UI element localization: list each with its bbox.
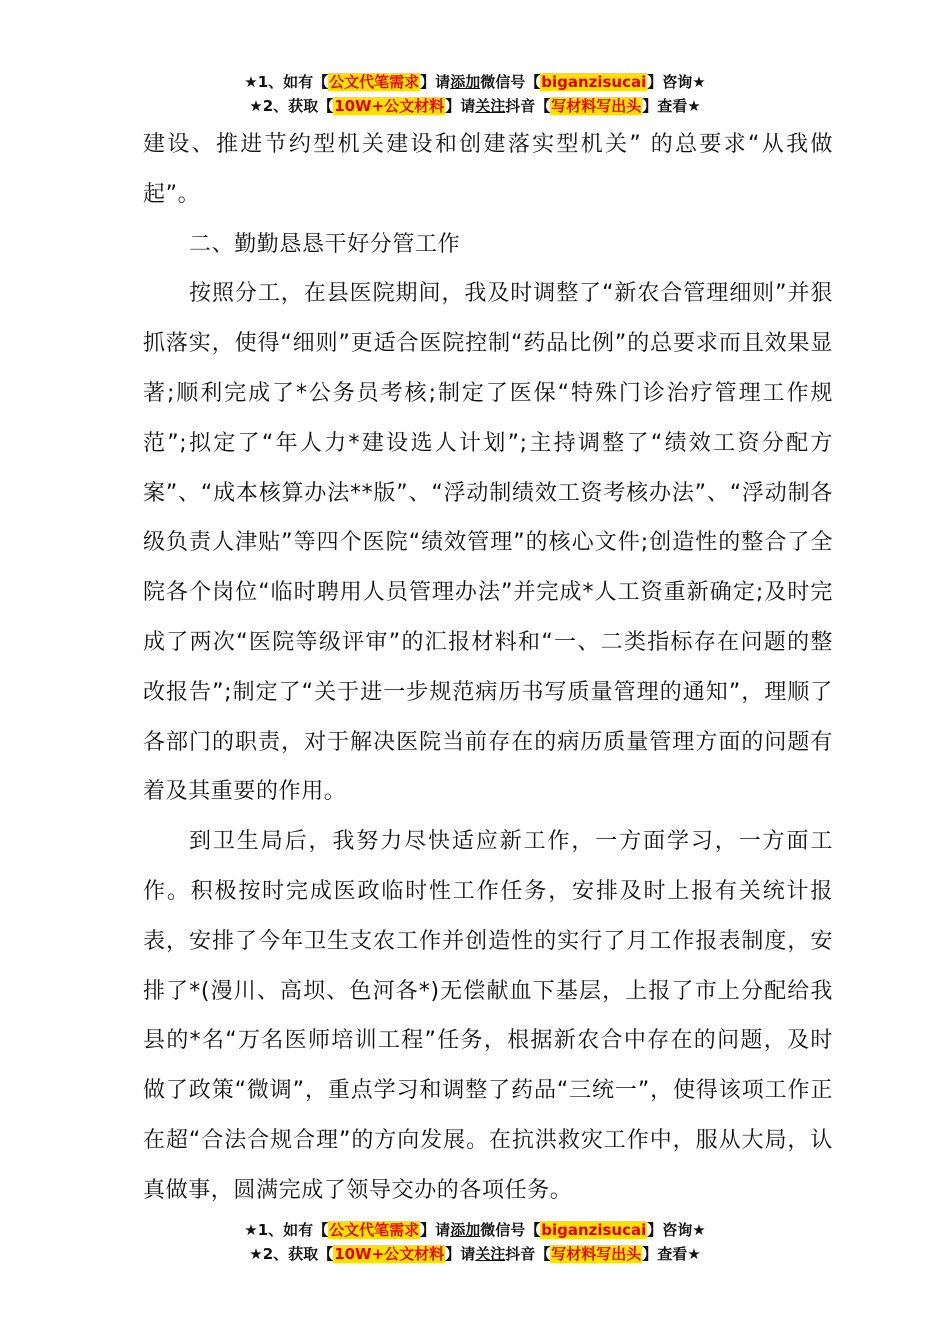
- highlight-service: 公文代笔需求: [329, 73, 420, 91]
- banner-text: ★2、获取【: [249, 97, 334, 115]
- document-body: [143, 120, 833, 1216]
- banner-text: 抖音【: [505, 1245, 551, 1263]
- banner-text: 】请: [420, 1221, 451, 1239]
- banner-text: 微信号【: [480, 73, 541, 91]
- highlight-wechat-id: biganzisucai: [541, 1221, 647, 1239]
- underlined-text: 关注: [475, 1245, 506, 1263]
- banner-line-1: [0, 70, 950, 94]
- underlined-text: 添加: [450, 1221, 481, 1239]
- paragraph-health-bureau: 到卫生局后，我努力尽快适应新工作，一方面学习，一方面工作。积极按时完成医政临时性工作任务，安排及时上报有关统计报表，安排了今年卫生支农工作并创造性的实行了月工作报表制度，安排了*(漫川、高坝、色河各*)无偿献血下基层，上报了市上分配给我县的*名“万名医师培训工程”任务，根据新农合中存在的问题，及时做了政策“微调”，重点学习和调整了药品“三统一”，使得该项工作正在超“合法合规合理”的方向发展。在抗洪救灾工作中，服从大局，认真做事，圆满完成了领导交办的各项任务。: [143, 829, 833, 1203]
- banner-line-1: [0, 1218, 950, 1242]
- banner-line-2: [0, 1242, 950, 1266]
- banner-text: 】查看★: [642, 1245, 701, 1263]
- banner-text: ★2、获取【: [249, 1245, 334, 1263]
- top-banner: [0, 70, 950, 118]
- highlight-materials: 10W+公文材料: [334, 1245, 445, 1263]
- underlined-text: 添加: [450, 73, 481, 91]
- banner-text: 】查看★: [642, 97, 701, 115]
- highlight-service: 公文代笔需求: [329, 1221, 420, 1239]
- highlight-douyin-account: 写材料写出头: [551, 97, 642, 115]
- banner-text: ★1、如有【: [244, 1221, 329, 1239]
- highlight-materials: 10W+公文材料: [334, 97, 445, 115]
- paragraph-county-hospital: 按照分工，在县医院期间，我及时调整了“新农合管理细则”并狠抓落实，使得“细则”更适合医院控制“药品比例”的总要求而且效果显著;顺利完成了*公务员考核;制定了医保“特殊门诊治疗管理工作规范”;拟定了“年人力*建设选人计划”;主持调整了“绩效工资分配方案”、“成本核算办法**版”、“浮动制绩效工资考核办法”、“浮动制各级负责人津贴”等四个医院“绩效管理”的核心文件;创造性的整合了全院各个岗位“临时聘用人员管理办法”并完成*人工资重新确定;及时完成了两次“医院等级评审”的汇报材料和“一、二类指标存在问题的整改报告”;制定了“关于进一步规范病历书写质量管理的通知”，理顺了各部门的职责，对于解决医院当前存在的病历质量管理方面的问题有着及其重要的作用。: [143, 281, 833, 805]
- banner-text: 】咨询★: [647, 1221, 706, 1239]
- banner-text: 】请: [420, 73, 451, 91]
- underlined-text: 关注: [475, 97, 506, 115]
- highlight-douyin-account: 写材料写出头: [551, 1245, 642, 1263]
- paragraph-continuation: 建设、推进节约型机关建设和创建落实型机关” 的总要求“从我做起”。: [143, 132, 833, 207]
- banner-text: ★1、如有【: [244, 73, 329, 91]
- banner-text: 】请: [445, 1245, 476, 1263]
- banner-line-2: [0, 94, 950, 118]
- banner-text: 抖音【: [505, 97, 551, 115]
- section-heading: 二、勤勤恳恳干好分管工作: [189, 231, 461, 257]
- banner-text: 】咨询★: [647, 73, 706, 91]
- banner-text: 微信号【: [480, 1221, 541, 1239]
- bottom-banner: [0, 1218, 950, 1266]
- banner-text: 】请: [445, 97, 476, 115]
- highlight-wechat-id: biganzisucai: [541, 73, 647, 91]
